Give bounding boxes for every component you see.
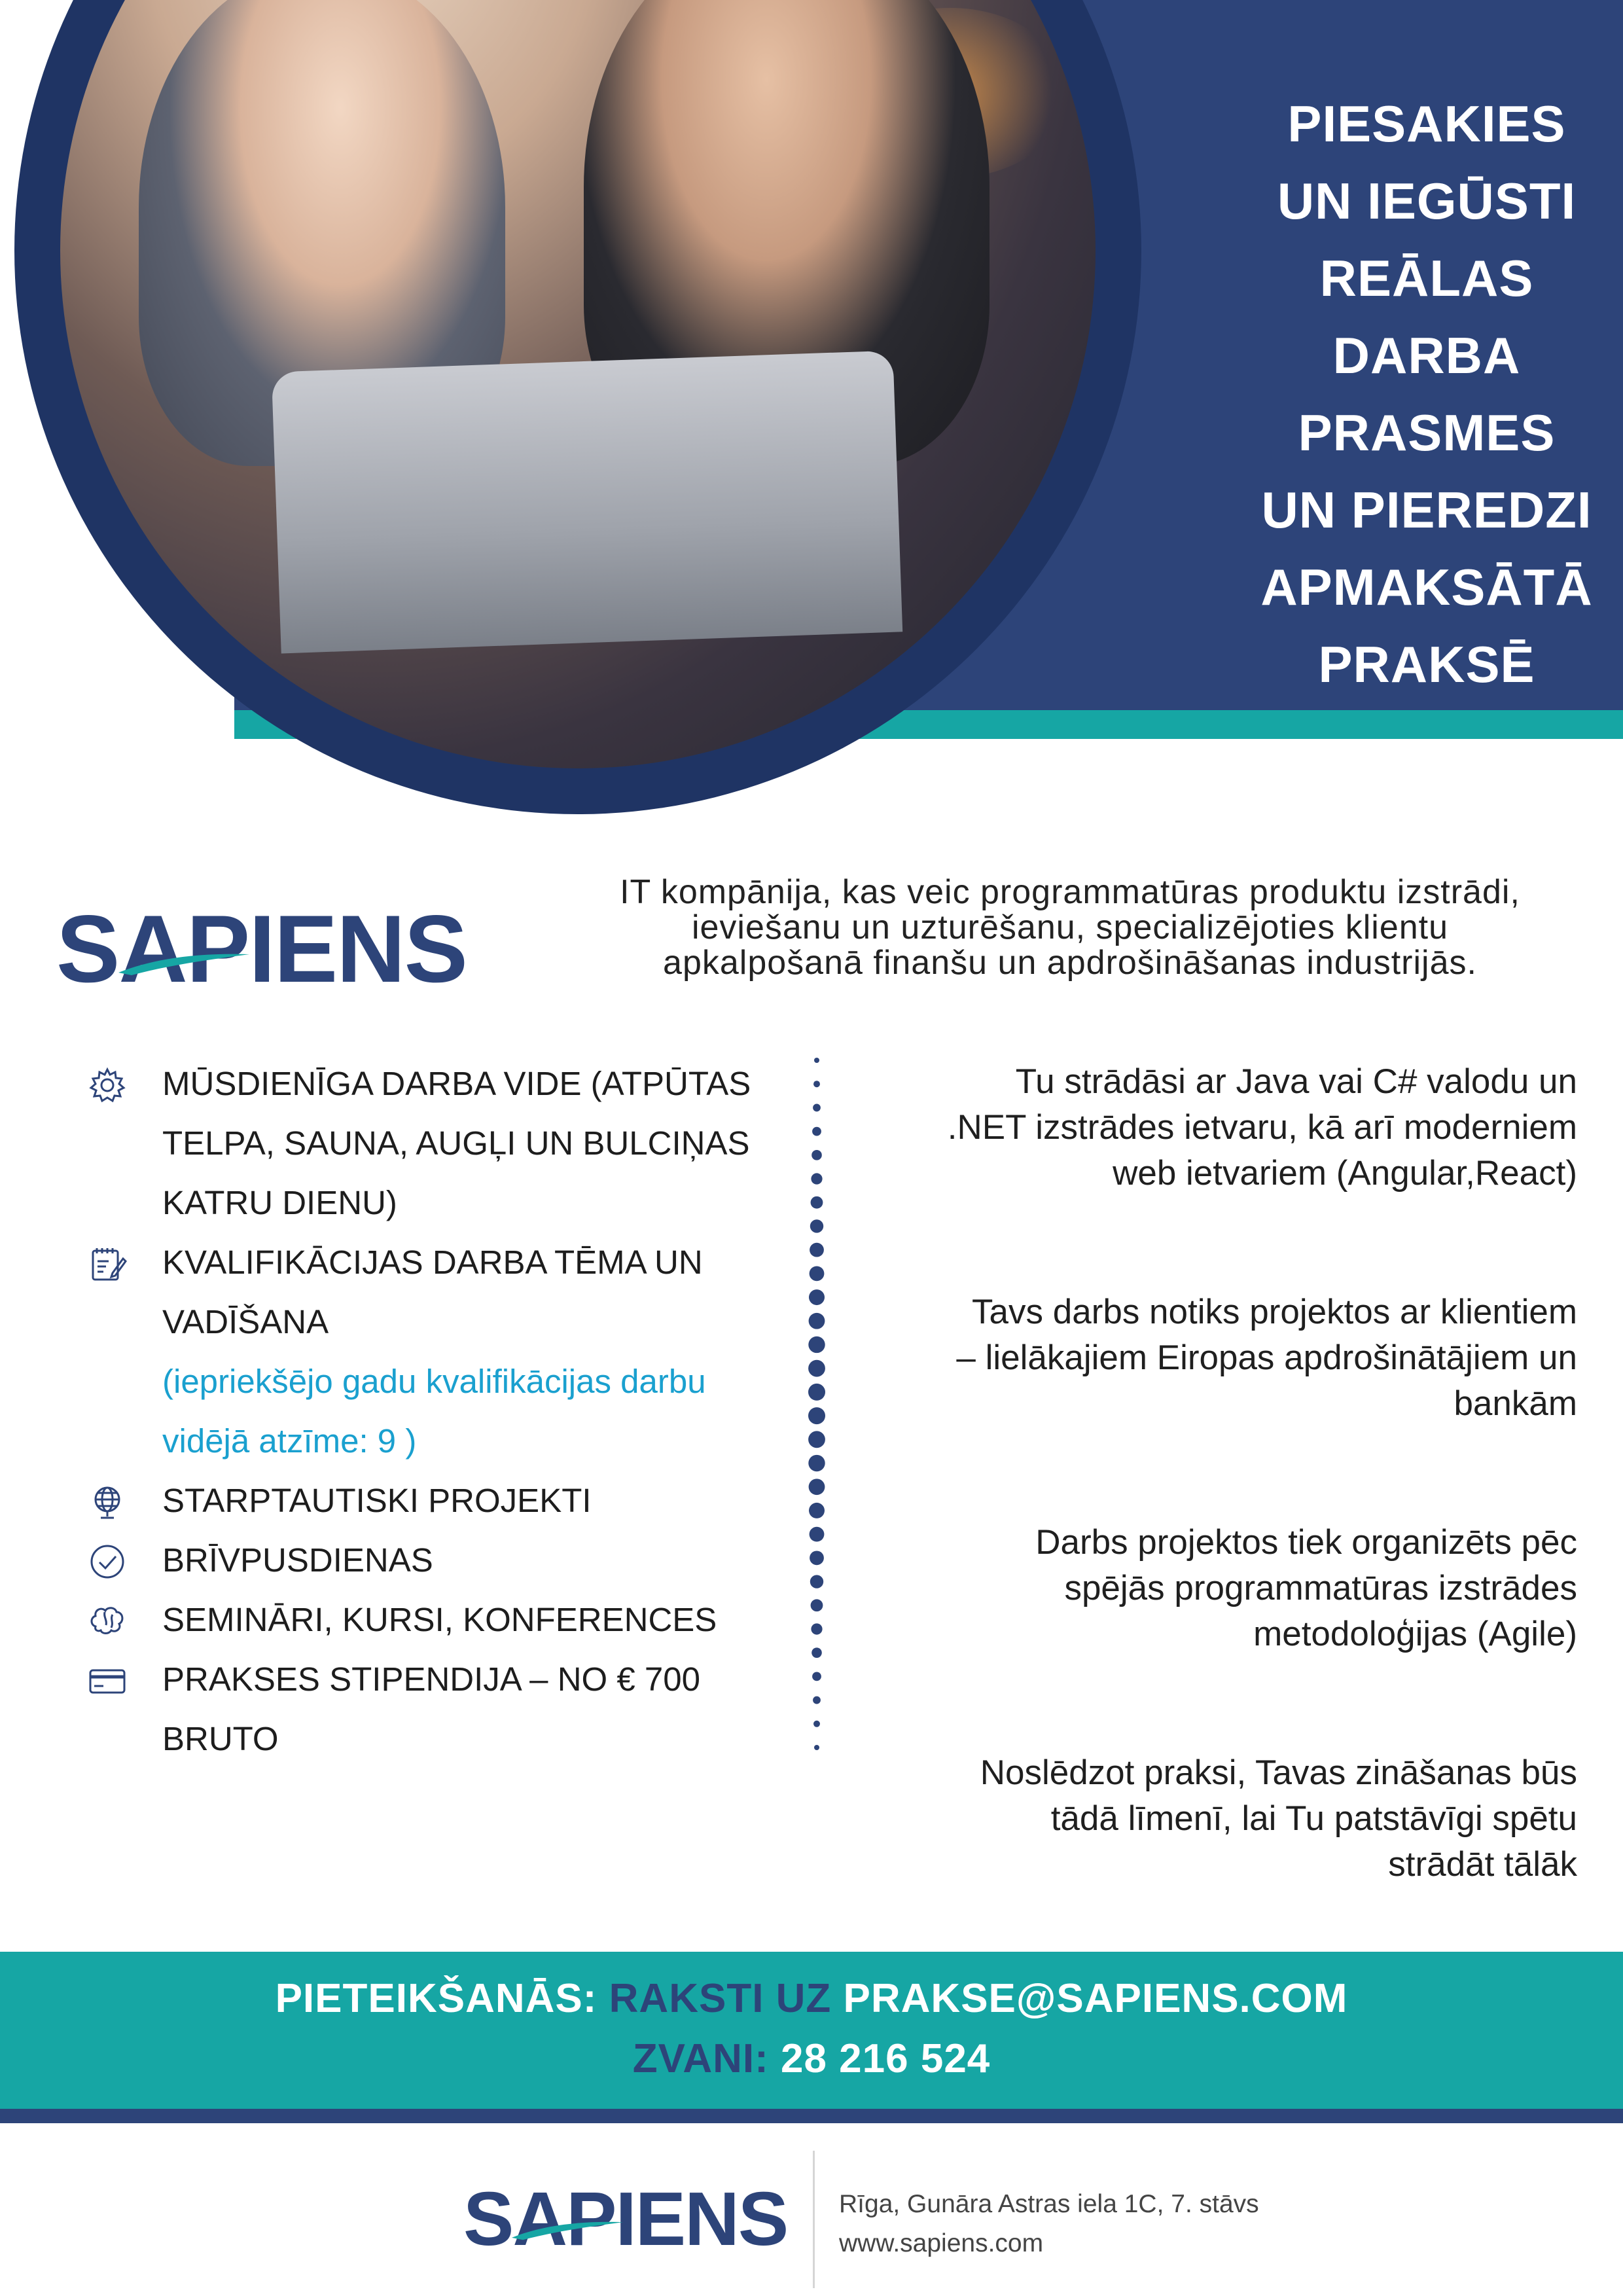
detail-paragraph [844, 1059, 1577, 1196]
dotted-divider [805, 1054, 829, 1754]
divider-dot [808, 1407, 825, 1424]
benefit-item [79, 1590, 792, 1649]
contact-phone-link[interactable]: 28 216 524 [780, 2036, 991, 2081]
benefit-line: KVALIFIKĀCIJAS DARBA TĒMA UN [162, 1244, 703, 1281]
divider-dot [811, 1623, 822, 1634]
benefit-item [79, 1054, 792, 1232]
hero-headline-line: PRAKSĒ [1318, 636, 1535, 693]
benefit-line: VADĪŠANA [162, 1303, 329, 1340]
footer-separator [813, 2151, 815, 2288]
divider-dot [812, 1127, 821, 1136]
divider-dot [810, 1266, 825, 1281]
gear-icon [88, 1066, 127, 1105]
benefit-line: TELPA, SAUNA, AUGĻI UN BULCIŅAS [162, 1124, 750, 1162]
detail-line: .NET izstrādes ietvaru, kā arī moderniem [947, 1108, 1577, 1147]
detail-line: Tu strādāsi ar Java vai C# valodu un [1015, 1062, 1577, 1101]
footer-address: Rīga, Gunāra Astras iela 1C, 7. stāvs [839, 2190, 1259, 2218]
benefit-item [79, 1232, 792, 1471]
call-label: ZVANI: [632, 2036, 769, 2081]
divider-dot [809, 1289, 825, 1305]
benefit-line: BRĪVPUSDIENAS [162, 1541, 433, 1579]
detail-line: Tavs darbs notiks projektos ar klientiem [972, 1293, 1577, 1331]
hero-headline [1224, 85, 1623, 703]
hero-headline-line: UN IEGŪSTI [1277, 172, 1577, 230]
detail-line: strādāt tālāk [1388, 1845, 1577, 1884]
divider-dot [808, 1455, 825, 1471]
checkmark-circle-icon [88, 1542, 127, 1581]
divider-dot [813, 1081, 820, 1087]
divider-dot [808, 1384, 825, 1401]
divider-dot [809, 1479, 825, 1495]
benefit-item [79, 1649, 792, 1768]
sapiens-logo [56, 895, 475, 1002]
divider-dot [808, 1431, 825, 1448]
divider-dot [809, 1313, 825, 1329]
divider-dot [813, 1696, 821, 1704]
divider-dot [810, 1575, 823, 1588]
divider-dot [810, 1243, 824, 1257]
footer-website-link[interactable]: www.sapiens.com [839, 2229, 1044, 2257]
footer-logo [463, 2176, 804, 2261]
brain-icon [88, 1602, 127, 1641]
contact-phone-line [0, 2029, 1623, 2089]
detail-line: Noslēdzot praksi, Tavas zināšanas būs [980, 1753, 1577, 1792]
benefits-list [79, 1054, 792, 1768]
footer-logo-swoosh-icon [512, 2219, 623, 2241]
notepad-icon [88, 1244, 127, 1283]
benefit-item [79, 1471, 792, 1530]
benefit-line: SEMINĀRI, KURSI, KONFERENCES [162, 1601, 717, 1638]
footer-logo-wordmark: SAPIENS [463, 2176, 788, 2261]
hero-headline-line: DARBA [1332, 327, 1521, 384]
contact-email-link[interactable]: PRAKSE@SAPIENS.COM [843, 1976, 1348, 2021]
benefit-line: BRUTO [162, 1720, 279, 1757]
logo-wordmark: SAPIENS [56, 895, 467, 1002]
benefit-item [79, 1530, 792, 1590]
description-line: IT kompānija, kas veic programmatūras produktu izstrādi, [620, 873, 1520, 911]
hero-headline-line: PIESAKIES [1287, 95, 1566, 152]
globe-icon [88, 1482, 127, 1522]
divider-dot [810, 1219, 823, 1232]
footer-address-block [839, 2185, 1259, 2263]
detail-line: web ietvariem (Angular,React) [1113, 1154, 1577, 1193]
benefit-line: STARPTAUTISKI PROJEKTI [162, 1482, 592, 1519]
divider-dot [813, 1721, 820, 1727]
detail-line: Darbs projektos tiek organizēts pēc [1035, 1523, 1577, 1562]
internship-details [844, 1059, 1577, 1981]
benefit-note-line: (iepriekšējo gadu kvalifikācijas darbu [162, 1363, 706, 1400]
divider-dot [811, 1196, 823, 1209]
divider-dot [809, 1503, 825, 1518]
divider-dot [811, 1173, 822, 1184]
contact-band-underline [0, 2109, 1623, 2123]
detail-line: bankām [1454, 1384, 1577, 1423]
divider-dot [812, 1672, 821, 1681]
divider-dot [813, 1104, 821, 1112]
divider-dot [808, 1360, 825, 1377]
description-line: ieviešanu un uzturēšanu, specializējoties klientu [691, 908, 1449, 946]
benefit-line: MŪSDIENĪGA DARBA VIDE (ATPŪTAS [162, 1065, 751, 1102]
company-description [517, 874, 1623, 980]
photo-laptop [272, 351, 902, 654]
write-label: RAKSTI UZ [609, 1976, 832, 2021]
contact-email-line [0, 1969, 1623, 2029]
divider-dot [810, 1527, 825, 1542]
hero-headline-line: PRASMES [1298, 404, 1556, 461]
hero-headline-line: REĀLAS [1319, 249, 1534, 307]
benefit-note-line: vidējā atzīme: 9 ) [162, 1422, 417, 1460]
apply-label: PIETEIKŠANĀS: [275, 1976, 597, 2021]
detail-paragraph [844, 1520, 1577, 1657]
divider-dot [812, 1150, 822, 1160]
benefit-note [162, 1352, 792, 1471]
divider-dot [811, 1599, 823, 1611]
benefit-line: KATRU DIENU) [162, 1184, 397, 1221]
benefit-line: PRAKSES STIPENDIJA – NO € 700 [162, 1660, 701, 1698]
detail-paragraph [844, 1750, 1577, 1888]
detail-line: spējās programmatūras izstrādes [1064, 1569, 1577, 1607]
divider-dot [810, 1551, 824, 1565]
detail-line: metodoloģijas (Agile) [1253, 1615, 1577, 1653]
divider-dot [814, 1058, 819, 1063]
divider-dot [812, 1647, 822, 1658]
description-line: apkalpošanā finanšu un apdrošināšanas industrijās. [663, 944, 1477, 982]
detail-line: – lielākajiem Eiropas apdrošinātājiem un [956, 1338, 1577, 1377]
contact-info [0, 1969, 1623, 2089]
hero-headline-line: UN PIEREDZI [1261, 481, 1592, 539]
hero-headline-line: APMAKSĀTĀ [1260, 558, 1593, 616]
detail-paragraph [844, 1289, 1577, 1427]
divider-dot [814, 1745, 819, 1750]
divider-dot [808, 1336, 825, 1353]
detail-line: tādā līmenī, lai Tu patstāvīgi spētu [1050, 1799, 1577, 1838]
logo-swoosh-icon [118, 950, 249, 977]
credit-card-icon [88, 1661, 127, 1700]
